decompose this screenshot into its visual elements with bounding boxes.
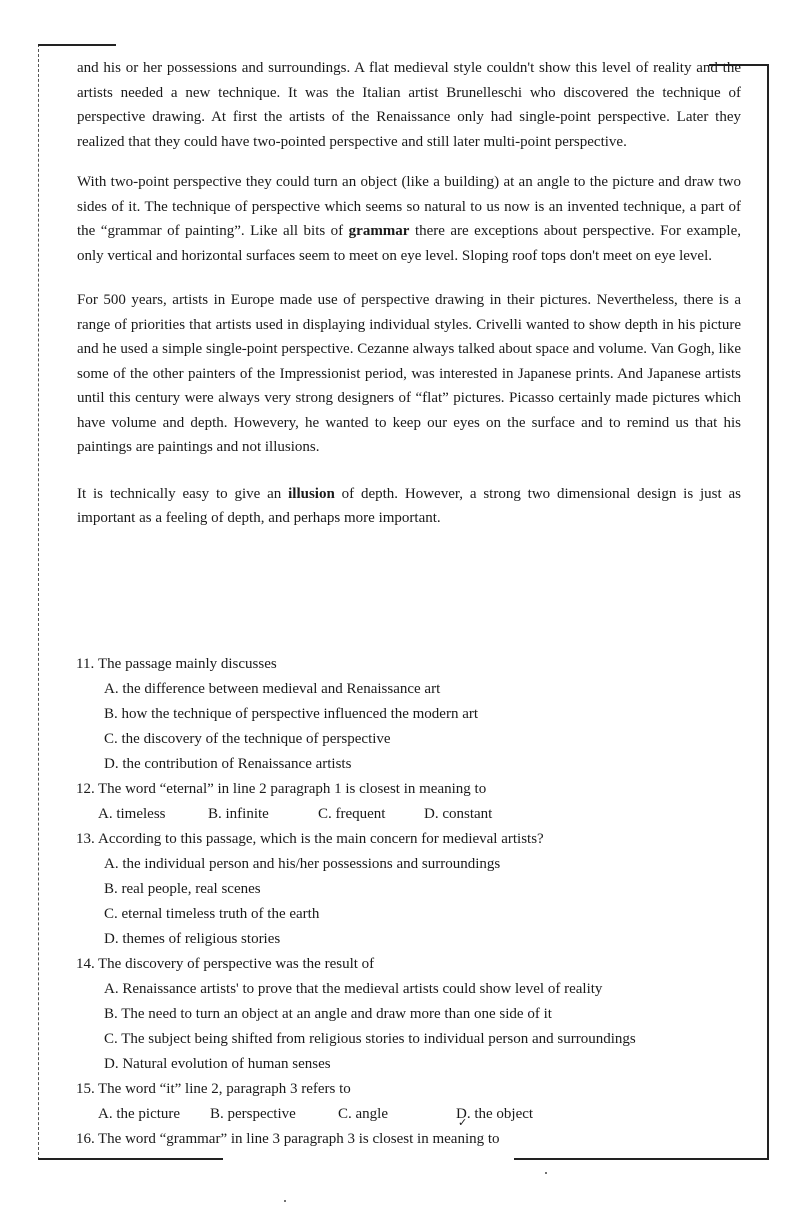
question-stem	[76, 777, 756, 802]
frame-border-right	[767, 64, 769, 1160]
option-a: A. Renaissance artists' to prove that the medieval artists could show level of reality	[104, 981, 603, 997]
reading-passage	[77, 56, 741, 531]
question-number: 14.	[76, 956, 95, 972]
frame-border-left	[38, 44, 39, 1160]
question-stem	[76, 952, 756, 977]
question-12	[76, 777, 756, 827]
question-11	[76, 652, 756, 777]
option-c: C. angle	[338, 1106, 388, 1122]
question-text: The word “grammar” in line 3 paragraph 3 is closest in meaning to	[98, 1131, 500, 1147]
options-row	[76, 802, 756, 827]
option-d: D. the contribution of Renaissance artists	[104, 756, 352, 772]
option-a: A. the difference between medieval and Renaissance art	[104, 681, 441, 697]
option-c: C. eternal timeless truth of the earth	[104, 906, 320, 922]
passage-paragraph-4	[77, 482, 741, 531]
option-c: C. the discovery of the technique of perspective	[104, 731, 391, 747]
question-14	[76, 952, 756, 1077]
option-a: A. the picture	[98, 1106, 181, 1122]
option-d: D. constant	[424, 806, 493, 822]
highlighted-word: grammar	[348, 223, 410, 239]
paragraph-text: of depth. However, a strong two dimensional design is just as important as a feeling of depth, and perhaps more important.	[77, 485, 741, 526]
question-stem	[76, 1077, 756, 1102]
question-stem	[76, 827, 756, 852]
paragraph-text: there are exceptions about perspective. For example, only vertical and horizontal surfaces seem to meet on eye level. Sloping roof tops don't meet on eye level.	[77, 223, 742, 264]
question-stem	[76, 652, 756, 677]
question-number: 16.	[76, 1131, 95, 1147]
question-text: According to this passage, which is the main concern for medieval artists?	[98, 831, 544, 847]
paragraph-text: It is technically easy to give an	[77, 485, 289, 502]
question-text: The discovery of perspective was the result of	[98, 956, 375, 972]
question-number: 13.	[76, 831, 95, 847]
passage-paragraph-1: and his or her possessions and surroundings. A flat medieval style couldn't show this level of reality and the artists needed a new technique. It was the Italian artist Brunelleschi who discovered the technique of perspective drawing. At first the artists of the Renaissance only had single-point perspective. Later they realized that they could have two-pointed perspective and still later multi-point perspective.	[77, 60, 741, 150]
option-b: B. real people, real scenes	[104, 881, 261, 897]
frame-border-bottom-left	[38, 1158, 223, 1160]
option-a: A. the individual person and his/her possessions and surroundings	[104, 856, 501, 872]
highlighted-word: illusion	[288, 485, 335, 502]
option-b: B. The need to turn an object at an angle and draw more than one side of it	[104, 1006, 552, 1022]
option-d: D. themes of religious stories	[104, 931, 281, 947]
option-b: B. how the technique of perspective influenced the modern art	[104, 706, 479, 722]
paragraph-text: With two-point perspective they could turn an object (like a building) at an angle to the picture and draw two sides of it. The technique of perspective which seems so natural to us now is an invented technique, a part of the “grammar of painting”. Like all bits of	[77, 174, 741, 239]
option-b: B. perspective	[210, 1106, 296, 1122]
options-row	[76, 1102, 756, 1127]
question-number: 15.	[76, 1081, 95, 1097]
frame-border-bottom-right	[514, 1158, 769, 1160]
option-d: D. Natural evolution of human senses	[104, 1056, 331, 1072]
scan-speck	[284, 1200, 286, 1202]
question-text: The word “eternal” in line 2 paragraph 1 is closest in meaning to	[98, 781, 487, 797]
question-list	[76, 652, 756, 1152]
question-16	[76, 1127, 756, 1152]
question-number: 12.	[76, 781, 95, 797]
passage-paragraph-2	[77, 170, 741, 268]
option-c: C. frequent	[318, 806, 386, 822]
option-b: B. infinite	[208, 806, 269, 822]
passage-paragraph-3: For 500 years, artists in Europe made use of perspective drawing in their pictures. Nevertheless, there is a range of priorities that artists used in displaying individual styles. Crivelli wanted to show depth in his picture and he used a simple single-point perspective. Cezanne always talked about space and volume. Van Gogh, like some of the other painters of the Impressionist period, was interested in Japanese prints. And Japanese artists until this century were always very strong designers of “flat” pictures. Picasso certainly made pictures which have volume and depth. Howevery, he wanted to keep our eyes on the surface and to remind us that his paintings are paintings and not illusions.	[77, 292, 741, 455]
question-text: The word “it” line 2, paragraph 3 refers to	[98, 1081, 351, 1097]
question-13	[76, 827, 756, 952]
question-15	[76, 1077, 756, 1127]
question-stem	[76, 1127, 756, 1152]
option-a: A. timeless	[98, 806, 166, 822]
option-d-marked: D. the object ✓	[456, 1102, 533, 1127]
question-number: 11.	[76, 656, 95, 672]
option-c: C. The subject being shifted from religious stories to individual person and surroundings	[104, 1031, 636, 1047]
question-text: The passage mainly discusses	[98, 656, 277, 672]
frame-border-top-left	[38, 44, 116, 46]
scan-speck	[545, 1172, 547, 1174]
